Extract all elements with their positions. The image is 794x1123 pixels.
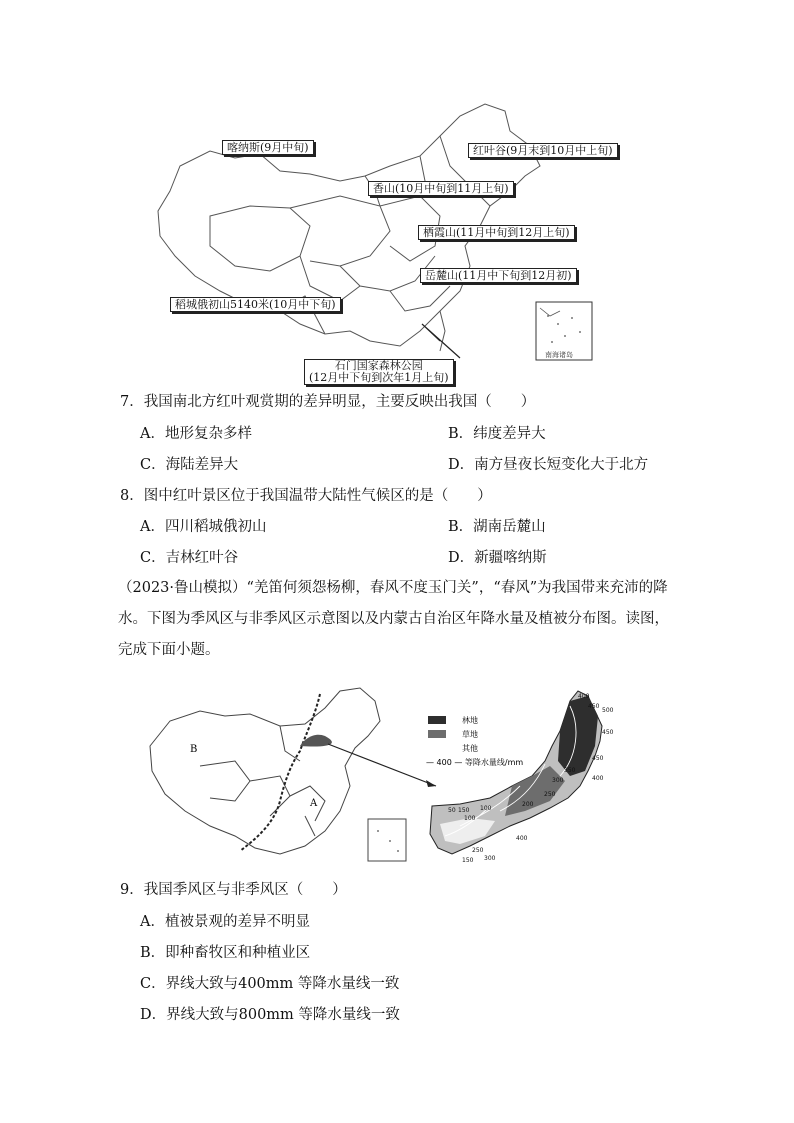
q7-option-b: B．纬度差异大 (448, 426, 546, 442)
q7-option-d: D．南方昼夜长短变化大于北方 (448, 457, 649, 473)
intro-line-2: 水。下图为季风区与非季风区示意图以及内蒙古自治区年降水量及植被分布图。读图， (118, 611, 669, 627)
isohyet-label: 400 (516, 835, 528, 842)
legend-isohyet: — 400 — 等降水量线/mm (426, 758, 524, 767)
label-qixiashan: 栖霞山(11月中旬到12月上旬) (418, 225, 575, 240)
map2-inset (368, 819, 406, 861)
legend-forest: 林地 (462, 716, 478, 725)
q9-option-a: A．植被景观的差异不明显 (140, 914, 310, 930)
monsoon-vegetation-map (140, 686, 680, 871)
label-yuelushan: 岳麓山(11月中下旬到12月初) (420, 268, 577, 283)
intro-line-3: 完成下面小题。 (118, 642, 220, 658)
china-outline-map (140, 96, 610, 386)
monsoon-boundary-line (240, 694, 320, 851)
q7-option-a: A．地形复杂多样 (140, 426, 252, 442)
intro-line-1: （2023·鲁山模拟）“羌笛何须怨杨柳，春风不度玉门关”，“春风”为我国带来充沛的降 (118, 580, 668, 596)
q8-option-b: B．湖南岳麓山 (448, 519, 546, 535)
isohyet-label: 150 (462, 857, 474, 864)
isohyet-label: 450 (602, 729, 614, 736)
label-hongyegu: 红叶谷(9月末到10月中上旬) (468, 143, 618, 158)
isohyet-label: 250 (544, 791, 556, 798)
callout-pointer (422, 324, 460, 358)
q9-option-c: C．界线大致与400mm 等降水量线一致 (140, 976, 400, 992)
isohyet-label: 300 (484, 855, 496, 862)
isohyet-label: 400 (578, 693, 590, 700)
label-shimen-period: (12月中下旬到次年1月上旬) (309, 371, 449, 384)
q7-option-c: C．海陆差异大 (140, 457, 239, 473)
legend-grassland: 草地 (462, 730, 478, 739)
monsoon-map (140, 686, 680, 871)
isohyet-label: 150 (458, 807, 470, 814)
label-xiangshan: 香山(10月中旬到11月上旬) (368, 181, 514, 196)
question-9-stem: 9．我国季风区与非季风区（ ） (120, 882, 347, 898)
isohyet-label: 450 (588, 703, 600, 710)
isohyet-label: 400 (592, 775, 604, 782)
isohyet-label: 450 (592, 755, 604, 762)
label-kanas: 喀纳斯(9月中旬) (222, 140, 314, 155)
q8-option-c: C．吉林红叶谷 (140, 550, 239, 566)
isohyet-label: 350 (564, 767, 576, 774)
q9-option-d: D．界线大致与800mm 等降水量线一致 (140, 1007, 400, 1023)
question-7-stem: 7．我国南北方红叶观赏期的差异明显，主要反映出我国（ ） (120, 394, 536, 410)
region-label-b: B (190, 744, 198, 755)
isohyet-label: 300 (552, 777, 564, 784)
label-shimen (304, 359, 454, 385)
isohyet-label: 100 (464, 815, 476, 822)
q9-option-b: B．即种畜牧区和种植业区 (140, 945, 311, 961)
q8-option-d: D．新疆喀纳斯 (448, 550, 547, 566)
intro-paragraph (118, 573, 678, 666)
legend-other: 其他 (462, 744, 478, 753)
isohyet-label: 100 (480, 805, 492, 812)
label-shimen-name: 石门国家森林公园 (334, 359, 423, 372)
arrow-head (426, 780, 436, 787)
question-8-stem: 8．图中红叶景区位于我国温带大陆性气候区的是（ ） (120, 488, 492, 504)
isohyet-label: 500 (602, 707, 614, 714)
isohyet-label: 50 (448, 807, 456, 814)
label-daocheng: 稻城俄初山5140米(10月中下旬) (170, 297, 341, 312)
isohyet-label: 250 (472, 847, 484, 854)
pointer-arrow (328, 744, 436, 786)
q8-option-a: A．四川稻城俄初山 (140, 519, 267, 535)
isohyet-label: 200 (522, 801, 534, 808)
region-label-a: A (310, 798, 318, 809)
map2-legend (426, 715, 523, 767)
inset-label: 南海诸岛 (545, 351, 573, 359)
red-leaf-map (140, 96, 613, 386)
